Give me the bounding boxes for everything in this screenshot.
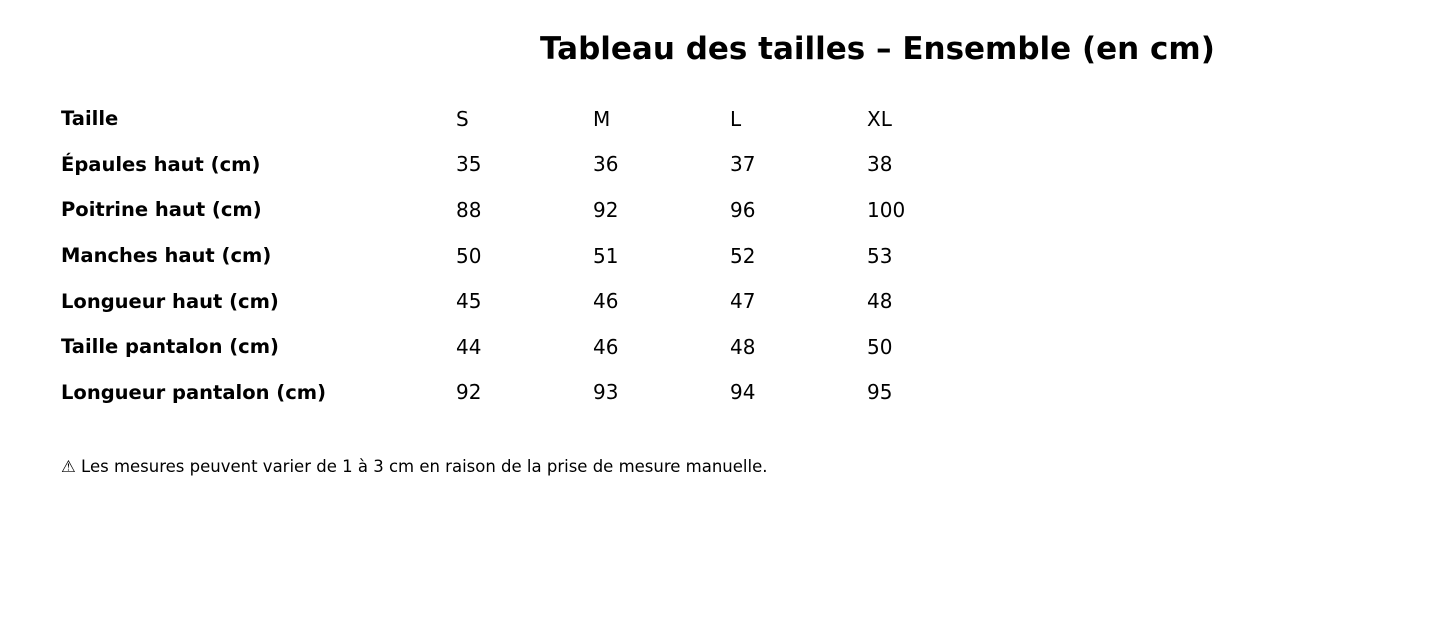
table-cell: 50 <box>867 334 893 359</box>
size-header-xl: XL <box>867 106 892 131</box>
header-label: Taille <box>61 107 119 131</box>
table-cell: 93 <box>593 380 619 405</box>
row-label: Longueur pantalon (cm) <box>61 380 326 404</box>
table-cell: 47 <box>730 289 756 314</box>
table-cell: 100 <box>867 197 906 222</box>
table-cell: 46 <box>593 334 619 359</box>
table-cell: 96 <box>730 197 756 222</box>
row-label: Manches haut (cm) <box>61 244 272 268</box>
table-row <box>61 370 1004 416</box>
table-row <box>61 233 1004 279</box>
page-title: Tableau des tailles – Ensemble (en cm) <box>540 31 1215 67</box>
table-cell: 36 <box>593 152 619 177</box>
note-text: Les mesures peuvent varier de 1 à 3 cm en raison de la prise de mesure manuelle. <box>81 457 768 476</box>
size-header-m: M <box>593 106 611 131</box>
table-cell: 38 <box>867 152 893 177</box>
table-cell: 88 <box>456 197 482 222</box>
table-cell: 35 <box>456 152 482 177</box>
table-cell: 51 <box>593 243 619 268</box>
row-label: Taille pantalon (cm) <box>61 335 279 359</box>
warning-icon: ⚠ <box>61 457 76 476</box>
size-header-l: L <box>730 106 742 131</box>
table-row <box>61 324 1004 370</box>
table-cell: 94 <box>730 380 756 405</box>
table-row <box>61 278 1004 324</box>
table-header-row <box>61 96 1004 142</box>
table-cell: 95 <box>867 380 893 405</box>
table-cell: 45 <box>456 289 482 314</box>
table-row <box>61 187 1004 233</box>
table-cell: 48 <box>730 334 756 359</box>
table-cell: 44 <box>456 334 482 359</box>
table-cell: 52 <box>730 243 756 268</box>
row-label: Longueur haut (cm) <box>61 289 279 313</box>
table-cell: 53 <box>867 243 893 268</box>
size-chart-table <box>61 96 1004 415</box>
table-cell: 92 <box>456 380 482 405</box>
table-cell: 46 <box>593 289 619 314</box>
measurement-note <box>61 457 767 476</box>
table-row <box>61 142 1004 188</box>
size-header-s: S <box>456 106 469 131</box>
table-cell: 37 <box>730 152 756 177</box>
table-cell: 92 <box>593 197 619 222</box>
table-cell: 48 <box>867 289 893 314</box>
row-label: Épaules haut (cm) <box>61 152 261 176</box>
table-cell: 50 <box>456 243 482 268</box>
row-label: Poitrine haut (cm) <box>61 198 262 222</box>
